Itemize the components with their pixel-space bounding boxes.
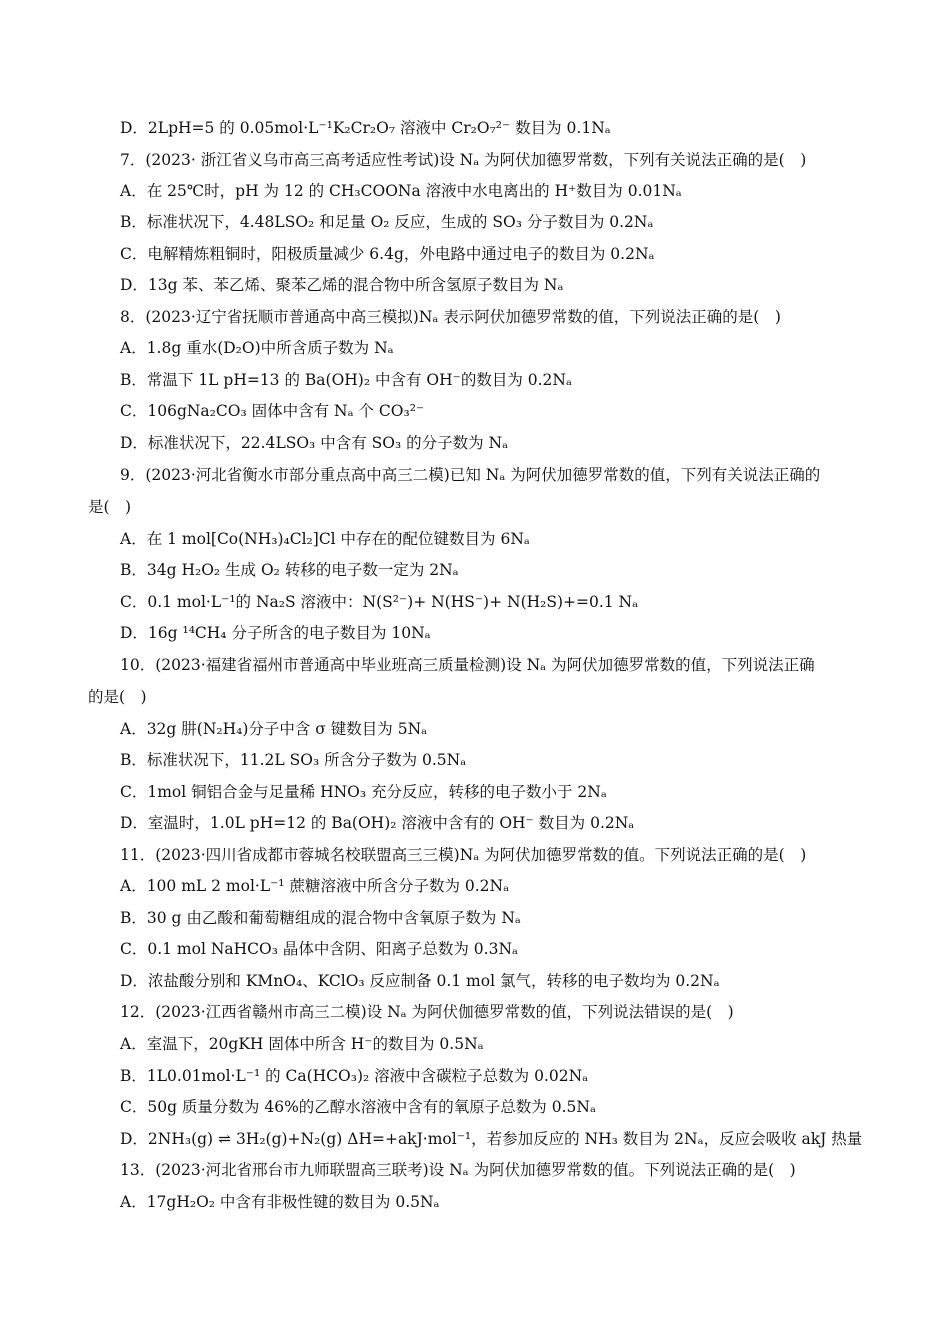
question-12-stem: 12．(2023·江西省赣州市高三二模)设 Nₐ 为阿伏伽德罗常数的值，下列说法错误的是( ): [120, 1003, 734, 1021]
question-11-option-b: B．30 g 由乙酸和葡萄糖组成的混合物中含氧原子数为 Nₐ: [120, 909, 521, 927]
question-12-option-c: C．50g 质量分数为 46%的乙醇水溶液中含有的氧原子总数为 0.5Nₐ: [120, 1098, 596, 1116]
question-10-stem: 10．(2023·福建省福州市普通高中毕业班高三质量检测)设 Nₐ 为阿伏加德罗常数的值，下列说法正确: [120, 656, 815, 674]
question-11-option-d: D．浓盐酸分别和 KMnO₄、KClO₃ 反应制备 0.1 mol 氯气，转移的电子数均为 0.2Nₐ: [120, 972, 720, 990]
question-7-option-a: A．在 25℃时，pH 为 12 的 CH₃COONa 溶液中水电离出的 H⁺数目为 0.01Nₐ: [120, 182, 682, 200]
question-13-option-a: A．17gH₂O₂ 中含有非极性键的数目为 0.5Nₐ: [120, 1193, 440, 1211]
question-10-stem-cont: 的是( ): [88, 688, 147, 706]
question-11-option-a: A．100 mL 2 mol·L⁻¹ 蔗糖溶液中所含分子数为 0.2Nₐ: [120, 877, 510, 895]
question-11-option-c: C．0.1 mol NaHCO₃ 晶体中含阴、阳离子总数为 0.3Nₐ: [120, 940, 518, 958]
question-8-option-c: C．106gNa₂CO₃ 固体中含有 Nₐ 个 CO₃²⁻: [120, 402, 425, 420]
question-7-option-b: B．标准状况下，4.48LSO₂ 和足量 O₂ 反应，生成的 SO₃ 分子数目为 0.2Nₐ: [120, 213, 654, 231]
question-12-option-d: D．2NH₃(g) ⇌ 3H₂(g)+N₂(g) ΔH=+akJ·mol⁻¹，若参加反应的 NH₃ 数目为 2Nₐ，反应会吸收 akJ 热量: [120, 1130, 863, 1148]
question-9-stem: 9．(2023·河北省衡水市部分重点高中高三二模)已知 Nₐ 为阿伏加德罗常数的值，下列有关说法正确的: [120, 466, 821, 484]
question-7-option-c: C．电解精炼粗铜时，阳极质量减少 6.4g，外电路中通过电子的数目为 0.2Nₐ: [120, 245, 655, 263]
question-13-stem: 13．(2023·河北省邢台市九师联盟高三联考)设 Nₐ 为阿伏加德罗常数的值。下列说法正确的是( ): [120, 1161, 796, 1179]
question-8-option-d: D．标准状况下，22.4LSO₃ 中含有 SO₃ 的分子数为 Nₐ: [120, 434, 509, 452]
question-8-option-a: A．1.8g 重水(D₂O)中所含质子数为 Nₐ: [120, 339, 394, 357]
question-10-option-a: A．32g 肼(N₂H₄)分子中含 σ 键数目为 5Nₐ: [120, 720, 428, 738]
question-12-option-b: B．1L0.01mol·L⁻¹ 的 Ca(HCO₃)₂ 溶液中含碳粒子总数为 0.02Nₐ: [120, 1067, 589, 1085]
question-11-stem: 11．(2023·四川省成都市蓉城名校联盟高三三模)Nₐ 为阿伏加德罗常数的值。下列说法正确的是( ): [120, 846, 807, 864]
question-10-option-c: C．1mol 铜铝合金与足量稀 HNO₃ 充分反应，转移的电子数小于 2Nₐ: [120, 783, 607, 801]
text-line: D．2LpH=5 的 0.05mol·L⁻¹K₂Cr₂O₇ 溶液中 Cr₂O₇²⁻ 数目为 0.1Nₐ: [120, 119, 611, 137]
question-8-option-b: B．常温下 1L pH=13 的 Ba(OH)₂ 中含有 OH⁻的数目为 0.2Nₐ: [120, 371, 572, 389]
question-12-option-a: A．室温下，20gKH 固体中所含 H⁻的数目为 0.5Nₐ: [120, 1035, 484, 1053]
question-8-stem: 8．(2023·辽宁省抚顺市普通高中高三模拟)Nₐ 表示阿伏加德罗常数的值，下列说法正确的是( ): [120, 308, 781, 326]
question-10-option-d: D．室温时，1.0L pH=12 的 Ba(OH)₂ 溶液中含有的 OH⁻ 数目为 0.2Nₐ: [120, 814, 635, 832]
question-9-stem-cont: 是( ): [88, 498, 132, 516]
question-7-option-d: D．13g 苯、苯乙烯、聚苯乙烯的混合物中所含氢原子数目为 Nₐ: [120, 276, 564, 294]
question-10-option-b: B．标准状况下，11.2L SO₃ 所含分子数为 0.5Nₐ: [120, 751, 467, 769]
question-9-option-a: A．在 1 mol[Co(NH₃)₄Cl₂]Cl 中存在的配位键数目为 6Nₐ: [120, 530, 530, 548]
question-9-option-d: D．16g ¹⁴CH₄ 分子所含的电子数目为 10Nₐ: [120, 624, 431, 642]
question-7-stem: 7．(2023· 浙江省义乌市高三高考适应性考试)设 Nₐ 为阿伏加德罗常数，下列有关说法正确的是( ): [120, 151, 807, 169]
question-9-option-b: B．34g H₂O₂ 生成 O₂ 转移的电子数一定为 2Nₐ: [120, 561, 459, 579]
question-9-option-c: C．0.1 mol·L⁻¹的 Na₂S 溶液中：N(S²⁻)+ N(HS⁻)+ N(H₂S)+=0.1 Nₐ: [120, 593, 639, 611]
